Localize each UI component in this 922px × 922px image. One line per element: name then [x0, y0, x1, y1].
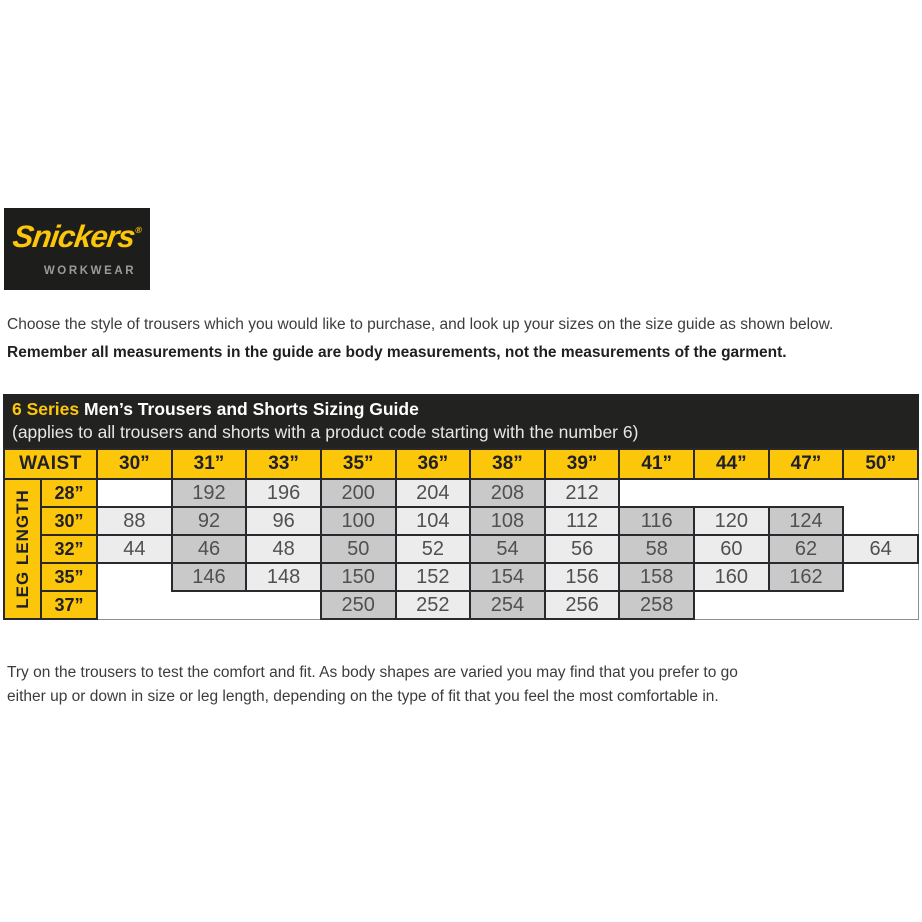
waist-size-header-6: 39”: [545, 449, 620, 479]
empty-cell: [843, 591, 918, 619]
empty-cell: [694, 479, 769, 507]
size-cell: 146: [172, 563, 247, 591]
size-cell: 60: [694, 535, 769, 563]
size-cell: 162: [769, 563, 844, 591]
waist-size-header-0: 30”: [97, 449, 172, 479]
waist-size-header-1: 31”: [172, 449, 247, 479]
banner-series-label: 6 Series: [12, 399, 80, 419]
leg-size-label: 37”: [41, 591, 97, 619]
size-cell: 204: [396, 479, 471, 507]
size-cell: 116: [619, 507, 694, 535]
outro-paragraph: [7, 661, 738, 709]
table-row: [4, 507, 918, 535]
size-cell: 250: [321, 591, 396, 619]
table-row: [4, 535, 918, 563]
logo-workwear-text: WORKWEAR: [43, 265, 137, 277]
empty-cell: [619, 479, 694, 507]
leg-length-vertical-label: LEG LENGTH: [12, 489, 32, 609]
size-cell: 104: [396, 507, 471, 535]
size-cell: 196: [246, 479, 321, 507]
waist-size-header-3: 35”: [321, 449, 396, 479]
size-cell: 124: [769, 507, 844, 535]
size-cell: 62: [769, 535, 844, 563]
leg-length-header-cell: [4, 479, 41, 619]
empty-cell: [97, 563, 172, 591]
waist-size-header-4: 36”: [396, 449, 471, 479]
empty-cell: [843, 479, 918, 507]
size-cell: 58: [619, 535, 694, 563]
size-cell: 46: [172, 535, 247, 563]
size-cell: 200: [321, 479, 396, 507]
intro-paragraph: Choose the style of trousers which you would like to purchase, and look up your sizes on the size guide as shown below.: [7, 316, 834, 333]
size-cell: 152: [396, 563, 471, 591]
size-cell: 54: [470, 535, 545, 563]
size-cell: 256: [545, 591, 620, 619]
leg-size-label: 35”: [41, 563, 97, 591]
size-cell: 254: [470, 591, 545, 619]
size-cell: 96: [246, 507, 321, 535]
logo-brand-script: [4, 219, 150, 255]
table-header-row: [4, 449, 918, 479]
size-cell: 160: [694, 563, 769, 591]
empty-cell: [769, 479, 844, 507]
table-row: [4, 591, 918, 619]
size-cell: 192: [172, 479, 247, 507]
snickers-logo: [4, 208, 150, 290]
banner-title-line: [12, 398, 919, 421]
size-cell: 108: [470, 507, 545, 535]
banner-subtitle: (applies to all trousers and shorts with a product code starting with the number 6): [12, 422, 639, 442]
empty-cell: [97, 591, 172, 619]
size-cell: 56: [545, 535, 620, 563]
waist-size-header-5: 38”: [470, 449, 545, 479]
size-cell: 148: [246, 563, 321, 591]
size-cell: 156: [545, 563, 620, 591]
waist-header-cell: WAIST: [4, 449, 97, 479]
outro-line-2: either up or down in size or leg length, depending on the type of fit that you feel the most comfortable in.: [7, 688, 719, 705]
banner-title: Men’s Trousers and Shorts Sizing Guide: [79, 399, 419, 419]
waist-size-header-10: 50”: [843, 449, 918, 479]
size-cell: 64: [843, 535, 918, 563]
size-cell: 208: [470, 479, 545, 507]
sizing-guide-banner: [3, 394, 919, 448]
size-cell: 120: [694, 507, 769, 535]
size-cell: 50: [321, 535, 396, 563]
table-row: [4, 479, 918, 507]
size-cell: 150: [321, 563, 396, 591]
waist-size-header-7: 41”: [619, 449, 694, 479]
empty-cell: [694, 591, 769, 619]
waist-size-header-8: 44”: [694, 449, 769, 479]
empty-cell: [172, 591, 247, 619]
empty-cell: [246, 591, 321, 619]
size-cell: 258: [619, 591, 694, 619]
size-cell: 48: [246, 535, 321, 563]
size-cell: 212: [545, 479, 620, 507]
size-cell: 92: [172, 507, 247, 535]
size-cell: 100: [321, 507, 396, 535]
size-cell: 88: [97, 507, 172, 535]
leg-size-label: 32”: [41, 535, 97, 563]
size-cell: 52: [396, 535, 471, 563]
registered-trademark-symbol: ®: [134, 225, 143, 235]
leg-size-label: 28”: [41, 479, 97, 507]
table-row: [4, 563, 918, 591]
empty-cell: [97, 479, 172, 507]
size-cell: 44: [97, 535, 172, 563]
empty-cell: [843, 563, 918, 591]
empty-cell: [843, 507, 918, 535]
sizing-table: [3, 448, 919, 620]
logo-brand-text: Snickers: [10, 219, 137, 254]
waist-size-header-9: 47”: [769, 449, 844, 479]
size-cell: 112: [545, 507, 620, 535]
empty-cell: [769, 591, 844, 619]
waist-size-header-2: 33”: [246, 449, 321, 479]
leg-size-label: 30”: [41, 507, 97, 535]
size-cell: 158: [619, 563, 694, 591]
outro-line-1: Try on the trousers to test the comfort and fit. As body shapes are varied you may find that you prefer to go: [7, 664, 738, 681]
intro-bold-paragraph: Remember all measurements in the guide are body measurements, not the measurements of the garment.: [7, 344, 787, 361]
size-cell: 154: [470, 563, 545, 591]
size-cell: 252: [396, 591, 471, 619]
